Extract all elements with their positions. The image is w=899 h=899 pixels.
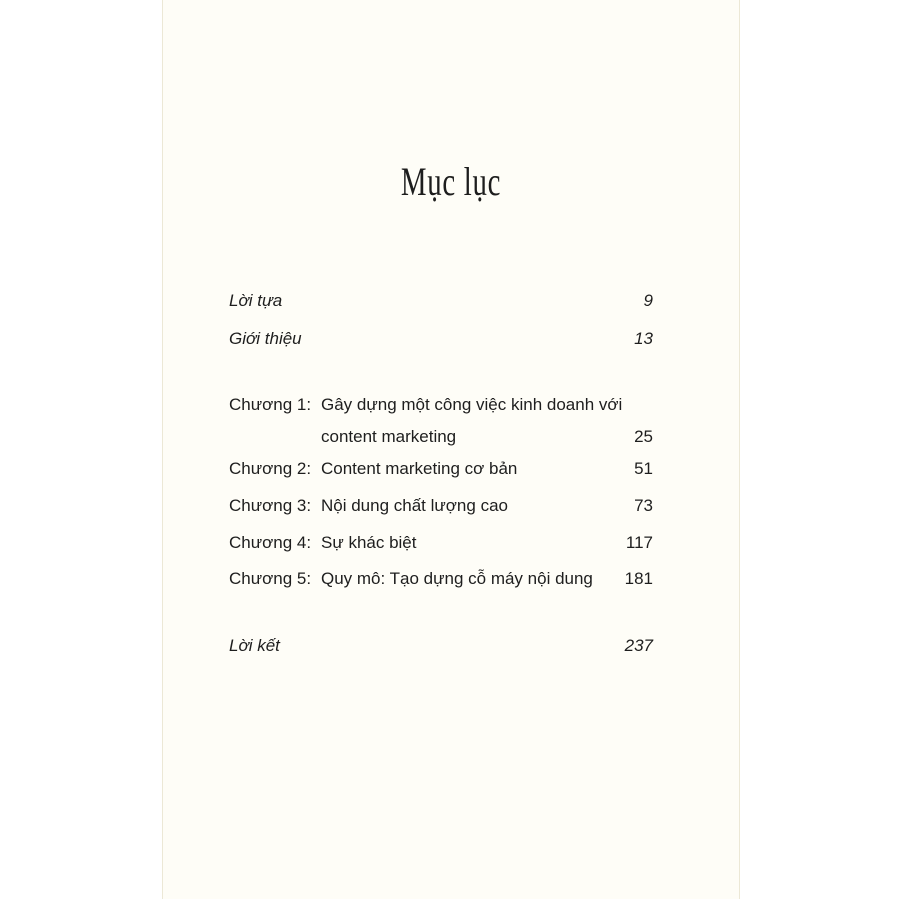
chapter-page: 73 (634, 496, 653, 515)
toc-entry-page: 237 (624, 636, 653, 655)
chapter-title-line1: Gây dựng một công việc kinh doanh với (321, 395, 623, 414)
chapter-page: 25 (634, 427, 653, 446)
chapter-label: Chương 3: (229, 496, 312, 515)
chapter-label: Chương 4: (229, 533, 312, 552)
chapter-page: 181 (624, 569, 653, 588)
chapter-title: Quy mô: Tạo dựng cỗ máy nội dung (321, 569, 593, 588)
chapter-page: 117 (625, 533, 653, 552)
toc-entry-title: Lời kết (229, 636, 280, 655)
chapter-title-line2: content marketing (321, 427, 457, 446)
toc-entry-page: 9 (643, 291, 653, 310)
toc-entry-title: Giới thiệu (229, 329, 302, 348)
toc-entry-page: 13 (634, 329, 653, 348)
book-page (162, 0, 740, 899)
chapter-label: Chương 2: (229, 459, 312, 478)
chapter-label: Chương 1: (229, 395, 312, 414)
chapter-title: Sự khác biệt (321, 533, 417, 552)
chapter-title: Nội dung chất lượng cao (321, 496, 508, 515)
chapter-title: Content marketing cơ bản (321, 459, 518, 478)
chapter-label: Chương 5: (229, 569, 312, 588)
page-title: Mục lục (400, 159, 502, 204)
toc-entry-title: Lời tựa (229, 291, 283, 310)
chapter-page: 51 (634, 459, 653, 478)
